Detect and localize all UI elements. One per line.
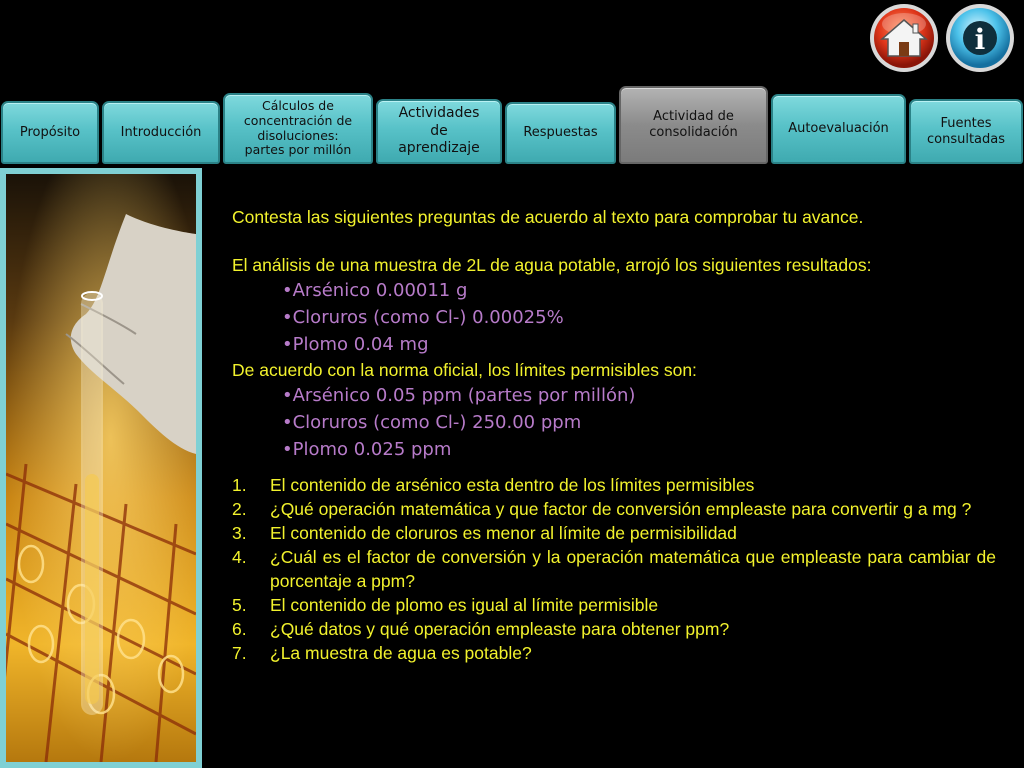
question-number: 4. xyxy=(232,547,247,567)
tab-label: Actividad de consolidación xyxy=(649,109,738,140)
question-number: 3. xyxy=(232,523,247,543)
intro-text: Contesta las siguientes preguntas de acuerdo al texto para comprobar tu avance. xyxy=(232,207,864,227)
tab-label: Fuentes consultadas xyxy=(926,115,1006,147)
question-item xyxy=(232,593,996,617)
result-item: •Arsénico 0.00011 g xyxy=(282,280,468,301)
home-button[interactable] xyxy=(868,2,940,74)
question-item xyxy=(232,497,996,521)
questions-list xyxy=(232,473,996,665)
tab-fuentes-consultadas[interactable] xyxy=(909,99,1023,164)
test-tube-image xyxy=(6,174,196,762)
result-item: •Plomo 0.04 mg xyxy=(282,334,429,355)
tab-autoevaluacion[interactable] xyxy=(771,94,906,164)
question-text: ¿La muestra de agua es potable? xyxy=(270,643,532,663)
question-item xyxy=(232,641,996,665)
question-number: 5. xyxy=(232,595,247,615)
limit-item: •Cloruros (como Cl-) 250.00 ppm xyxy=(282,412,582,433)
tab-label: Autoevaluación xyxy=(788,121,889,137)
limit-item: •Arsénico 0.05 ppm (partes por millón) xyxy=(282,385,636,406)
test-tube-photo xyxy=(0,168,202,768)
question-number: 2. xyxy=(232,499,247,519)
activity-content xyxy=(232,205,996,665)
question-text: El contenido de arsénico esta dentro de los límites permisibles xyxy=(270,475,755,495)
question-text: ¿Qué datos y qué operación empleaste para obtener ppm? xyxy=(270,619,730,639)
tab-calculos[interactable] xyxy=(223,93,373,164)
question-text: El contenido de plomo es igual al límite permisible xyxy=(270,595,659,615)
info-glyph: i xyxy=(974,23,986,56)
question-number: 1. xyxy=(232,475,247,495)
question-item xyxy=(232,545,996,593)
question-item xyxy=(232,617,996,641)
limits-heading: De acuerdo con la norma oficial, los límites permisibles son: xyxy=(232,360,697,380)
tab-introduccion[interactable] xyxy=(102,101,220,164)
tab-label: Propósito xyxy=(19,124,81,140)
limits-list xyxy=(232,382,996,463)
tab-label: Cálculos de concentración de disoluciones: partes por millón xyxy=(243,98,353,158)
result-item: •Cloruros (como Cl-) 0.00025% xyxy=(282,307,564,328)
info-button[interactable] xyxy=(944,2,1016,74)
home-icon xyxy=(868,2,940,74)
tab-actividad-consolidacion[interactable] xyxy=(619,86,768,164)
question-text: ¿Qué operación matemática y que factor de conversión empleaste para convertir g a mg ? xyxy=(270,499,972,519)
tab-actividades[interactable] xyxy=(376,99,502,164)
tab-label: Respuestas xyxy=(523,125,598,141)
question-item xyxy=(232,521,996,545)
info-icon xyxy=(944,2,1016,74)
tab-respuestas[interactable] xyxy=(505,102,616,164)
question-text: El contenido de cloruros es menor al límite de permisibilidad xyxy=(270,523,737,543)
analysis-heading: El análisis de una muestra de 2L de agua potable, arrojó los siguientes resultados: xyxy=(232,255,872,275)
question-number: 6. xyxy=(232,619,247,639)
tab-label: Introducción xyxy=(120,124,202,140)
question-text: ¿Cuál es el factor de conversión y la operación matemática que empleaste para cambiar de porcentaje a ppm? xyxy=(270,547,996,591)
tab-label: Actividades de aprendizaje xyxy=(398,105,480,157)
question-number: 7. xyxy=(232,643,247,663)
tab-proposito[interactable] xyxy=(1,101,99,164)
question-item xyxy=(232,473,996,497)
limit-item: •Plomo 0.025 ppm xyxy=(282,439,452,460)
results-list xyxy=(232,277,996,358)
